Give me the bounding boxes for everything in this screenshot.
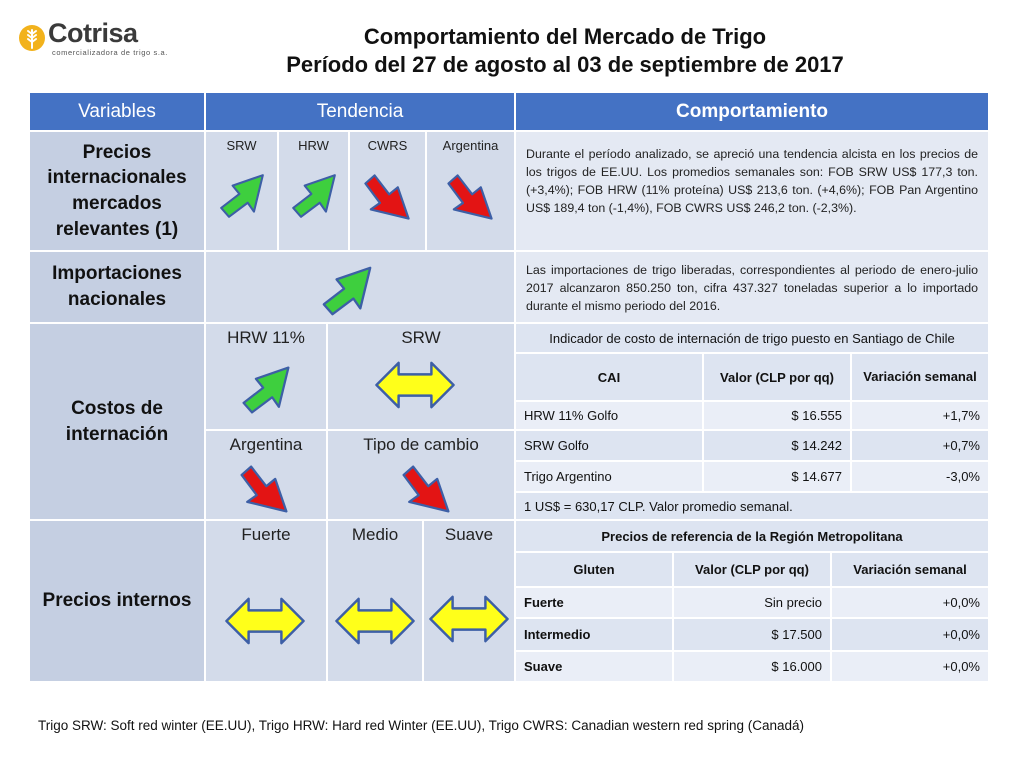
- header-tendencia: Tendencia: [206, 93, 516, 132]
- costos-col-valor: Valor (CLP por qq): [704, 354, 852, 402]
- trend-flat-icon: [374, 360, 456, 410]
- header-comportamiento: Comportamiento: [516, 93, 990, 132]
- trend-flat-icon: [334, 593, 416, 649]
- logo-tagline: comercializadora de trigo s.a.: [52, 48, 168, 57]
- footnote: Trigo SRW: Soft red winter (EE.UU), Trigo HRW: Hard red Winter (EE.UU), Trigo CWRS: Canadian western red spring (Canadá): [38, 718, 804, 733]
- costos-note: 1 US$ = 630,17 CLP. Valor promedio semanal.: [516, 493, 990, 521]
- costos-row-variacion: -3,0%: [852, 462, 990, 493]
- interno-fuerte: [206, 521, 328, 683]
- internos-row-variacion: +0,0%: [832, 652, 990, 683]
- internos-row-name: Fuerte: [516, 588, 674, 619]
- internos-row-valor: $ 16.000: [674, 652, 832, 683]
- trend-up-icon: [216, 170, 268, 222]
- costos-row-valor: $ 14.242: [704, 431, 852, 462]
- market-srw: [206, 132, 279, 252]
- internos-table-title: Precios de referencia de la Región Metropolitana: [516, 521, 990, 553]
- header-variables: Variables: [30, 93, 206, 132]
- costo-hrw11: [206, 324, 328, 431]
- internos-col-variacion: Variación semanal: [832, 553, 990, 588]
- label-importaciones: Importaciones nacionales: [30, 252, 206, 324]
- costos-row-valor: $ 16.555: [704, 402, 852, 431]
- gluten-label: Medio: [351, 525, 399, 544]
- label-precios-internacionales: Precios internacionales mercados relevantes (1): [30, 132, 206, 252]
- market-label: Argentina: [442, 138, 499, 153]
- trend-up-icon: [238, 362, 294, 418]
- costo-srw: [328, 324, 516, 431]
- page-title: Comportamiento del Mercado de Trigo: [363, 24, 767, 49]
- costos-row-name: Trigo Argentino: [516, 462, 704, 493]
- costo-argentina: [206, 431, 328, 521]
- market-label: CWRS: [367, 138, 408, 153]
- costos-row-valor: $ 14.677: [704, 462, 852, 493]
- internos-col-valor: Valor (CLP por qq): [674, 553, 832, 588]
- internos-row-name: Intermedio: [516, 619, 674, 652]
- label-precios-internos: Precios internos: [30, 521, 206, 683]
- market-hrw: [279, 132, 350, 252]
- gluten-label: Fuerte: [241, 525, 291, 544]
- costos-table-title: Indicador de costo de internación de trigo puesto en Santiago de Chile: [516, 324, 990, 354]
- internos-row-valor: Sin precio: [674, 588, 832, 619]
- importaciones-trend: [206, 252, 516, 324]
- costos-row-variacion: +1,7%: [852, 402, 990, 431]
- indicator-label: SRW: [401, 328, 441, 347]
- interno-medio: [328, 521, 424, 683]
- gluten-label: Suave: [444, 525, 494, 544]
- internos-col-gluten: Gluten: [516, 553, 674, 588]
- trend-down-icon: [360, 170, 414, 224]
- label-costos-internacion: Costos de internación: [30, 324, 206, 521]
- internos-row-valor: $ 17.500: [674, 619, 832, 652]
- indicator-label: Tipo de cambio: [363, 435, 479, 454]
- importaciones-text: Las importaciones de trigo liberadas, correspondientes al periodo de enero-julio 2017 alcanzaron 850.250 ton, cifra 437.327 toneladas superior a lo importado durante el mismo periodo del 2016.: [516, 252, 990, 324]
- trend-up-icon: [318, 262, 376, 320]
- market-label: HRW: [298, 138, 329, 153]
- indicator-label: HRW 11%: [227, 328, 305, 347]
- market-label: SRW: [226, 138, 257, 153]
- internos-row-name: Suave: [516, 652, 674, 683]
- trend-down-icon: [443, 170, 497, 224]
- costos-col-cai: CAI: [516, 354, 704, 402]
- trend-flat-icon: [224, 593, 306, 649]
- trend-flat-icon: [428, 591, 510, 647]
- costos-row-variacion: +0,7%: [852, 431, 990, 462]
- interno-suave: [424, 521, 516, 683]
- cotrisa-logo: [18, 18, 168, 58]
- page-subtitle: Período del 27 de agosto al 03 de septiembre de 2017: [286, 52, 844, 77]
- trend-up-icon: [288, 170, 340, 222]
- indicator-label: Argentina: [229, 435, 303, 454]
- internos-row-variacion: +0,0%: [832, 619, 990, 652]
- precios-internacionales-text: Durante el período analizado, se apreció una tendencia alcista en los precios de los trigos de EE.UU. Los promedios semanales son: FOB SRW US$ 177,3 ton. (+3,4%); FOB HRW (11% proteína) US$ 213,6 ton. (+4,6%); FOB Pan Argentino US$ 189,4 ton (-1,4%), FOB CWRS US$ 246,2 ton. (-2,3%).: [516, 132, 990, 252]
- logo-name: Cotrisa: [48, 18, 138, 48]
- costos-row-name: HRW 11% Golfo: [516, 402, 704, 431]
- trend-down-icon: [236, 461, 292, 517]
- costos-col-variacion: Variación semanal: [852, 354, 990, 402]
- wheat-logo-icon: [18, 24, 46, 52]
- market-cwrs: [350, 132, 427, 252]
- internos-row-variacion: +0,0%: [832, 588, 990, 619]
- trend-down-icon: [398, 461, 454, 517]
- costos-row-name: SRW Golfo: [516, 431, 704, 462]
- costo-tipo-cambio: [328, 431, 516, 521]
- market-argentina: [427, 132, 516, 252]
